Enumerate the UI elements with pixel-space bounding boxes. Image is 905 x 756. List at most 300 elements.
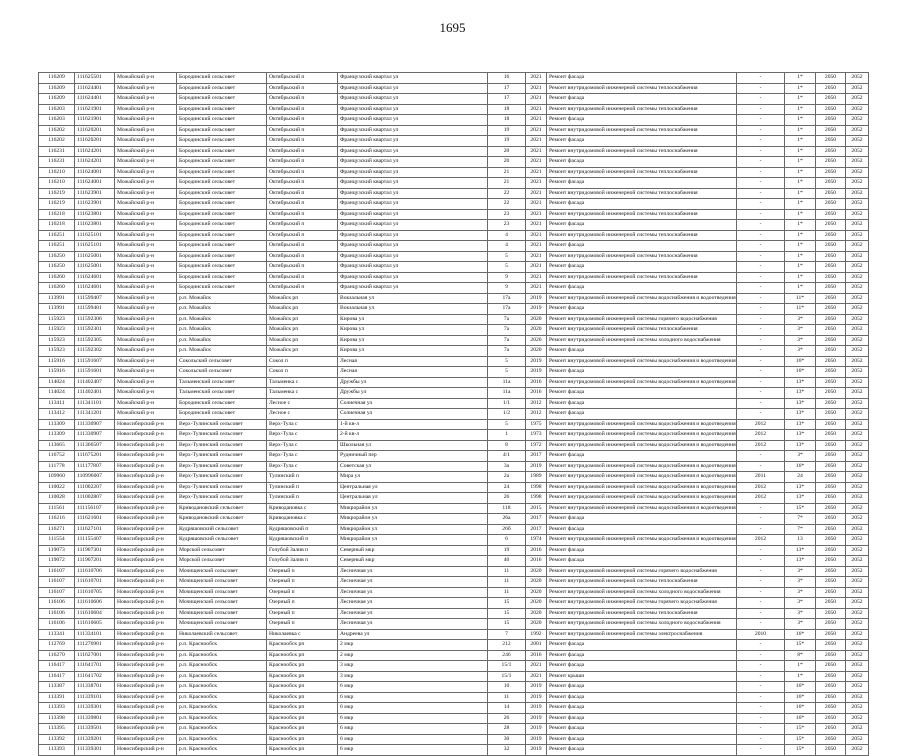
row-number-cell: 116260: [39, 272, 75, 283]
object-code-cell: 111339201: [75, 734, 115, 745]
work-type-cell: Ремонт фасада: [547, 545, 737, 556]
row-number-cell: 111554: [39, 535, 75, 546]
house-number-cell: 7а: [488, 335, 526, 346]
district-cell: Новосибирский р-н: [115, 472, 177, 483]
prior-repair-year-cell: -: [737, 367, 785, 378]
locality-cell: Краснообск рп: [267, 724, 338, 735]
prior-repair-year-cell: -: [737, 661, 785, 672]
prior-repair-year-cell: -: [737, 356, 785, 367]
end-year-cell: 2052: [846, 577, 869, 588]
house-number-cell: 5: [488, 356, 526, 367]
row-number-cell: 113991: [39, 293, 75, 304]
work-type-cell: Ремонт фасада: [547, 724, 737, 735]
street-cell: 6 мкр: [338, 724, 488, 735]
locality-cell: Октябрьский п: [267, 178, 338, 189]
district-cell: Можайский р-н: [115, 251, 177, 262]
street-cell: 6 мкр: [338, 703, 488, 714]
work-type-cell: Ремонт внутридомовой инженерной системы водоснабжения и водоотведения: [547, 419, 737, 430]
settlement-council-cell: Бородинский сельсовет: [177, 230, 267, 241]
start-year-cell: 2050: [816, 125, 846, 136]
locality-cell: Можайск рп: [267, 325, 338, 336]
row-number-cell: 119072: [39, 556, 75, 567]
start-year-cell: 2050: [816, 293, 846, 304]
locality-cell: Октябрьский п: [267, 251, 338, 262]
work-type-cell: Ремонт внутридомовой инженерной системы холодного водоснабжения: [547, 335, 737, 346]
house-number-cell: 24: [488, 482, 526, 493]
house-number-cell: 7: [488, 629, 526, 640]
start-year-cell: 2050: [816, 745, 846, 756]
object-code-cell: 111610705: [75, 587, 115, 598]
work-type-cell: Ремонт внутридомовой инженерной системы горячего водоснабжения: [547, 314, 737, 325]
object-code-cell: 111624401: [75, 83, 115, 94]
year-cell: 2021: [526, 157, 547, 168]
table-row: [39, 734, 869, 745]
locality-cell: Краснообск рп: [267, 640, 338, 651]
row-number-cell: 116417: [39, 661, 75, 672]
object-code-cell: 111610701: [75, 577, 115, 588]
end-year-cell: 2052: [846, 209, 869, 220]
object-code-cell: 111339301: [75, 703, 115, 714]
object-code-cell: 111334101: [75, 629, 115, 640]
district-cell: Новосибирский р-н: [115, 482, 177, 493]
year-cell: 2016: [526, 556, 547, 567]
prior-repair-year-cell: -: [737, 167, 785, 178]
settlement-council-cell: Мочищенский сельсовет: [177, 598, 267, 609]
street-cell: Вокзальная ул: [338, 293, 488, 304]
prior-repair-year-cell: -: [737, 713, 785, 724]
house-number-cell: 26: [488, 713, 526, 724]
start-year-cell: 2050: [816, 157, 846, 168]
start-year-cell: 2050: [816, 577, 846, 588]
street-cell: Лесная: [338, 367, 488, 378]
house-number-cell: 21: [488, 167, 526, 178]
object-code-cell: 111624001: [75, 178, 115, 189]
priority-cell: 13*: [785, 430, 816, 441]
street-cell: Французский квартал ул: [338, 136, 488, 147]
settlement-council-cell: р.п. Краснообск: [177, 650, 267, 661]
row-number-cell: 116210: [39, 167, 75, 178]
house-number-cell: 16: [488, 73, 526, 84]
prior-repair-year-cell: 2012: [737, 419, 785, 430]
priority-cell: 16*: [785, 367, 816, 378]
row-number-cell: 113412: [39, 409, 75, 420]
table-row: [39, 640, 869, 651]
start-year-cell: 2050: [816, 146, 846, 157]
start-year-cell: 2050: [816, 398, 846, 409]
year-cell: 2021: [526, 83, 547, 94]
row-number-cell: 113411: [39, 398, 75, 409]
street-cell: Лесничная ул: [338, 566, 488, 577]
object-code-cell: 111624601: [75, 283, 115, 294]
priority-cell: 3*: [785, 577, 816, 588]
district-cell: Можайский р-н: [115, 377, 177, 388]
object-code-cell: 111621901: [75, 104, 115, 115]
street-cell: 6 мкр: [338, 745, 488, 756]
settlement-council-cell: Бородинский сельсовет: [177, 409, 267, 420]
priority-cell: 13*: [785, 377, 816, 388]
house-number-cell: 2а: [488, 472, 526, 483]
row-number-cell: 116231: [39, 146, 75, 157]
end-year-cell: 2052: [846, 451, 869, 462]
district-cell: Можайский р-н: [115, 262, 177, 273]
street-cell: Микрорайон ул: [338, 535, 488, 546]
priority-cell: 13*: [785, 388, 816, 399]
work-type-cell: Ремонт внутридомовой инженерной системы теплоснабжения: [547, 188, 737, 199]
priority-cell: 15*: [785, 734, 816, 745]
settlement-council-cell: Бородинский сельсовет: [177, 220, 267, 231]
district-cell: Новосибирский р-н: [115, 419, 177, 430]
start-year-cell: 2050: [816, 713, 846, 724]
house-number-cell: 4/1: [488, 451, 526, 462]
page-number: 1695: [439, 20, 466, 35]
priority-cell: 11*: [785, 293, 816, 304]
object-code-cell: 111366507: [75, 440, 115, 451]
start-year-cell: 2050: [816, 724, 846, 735]
street-cell: Лесничная ул: [338, 619, 488, 630]
district-cell: Можайский р-н: [115, 304, 177, 315]
work-type-cell: Ремонт фасада: [547, 367, 737, 378]
priority-cell: 3*: [785, 314, 816, 325]
table-row: [39, 94, 869, 105]
house-number-cell: 22: [488, 199, 526, 210]
district-cell: Новосибирский р-н: [115, 640, 177, 651]
table-row: [39, 524, 869, 535]
year-cell: 2021: [526, 262, 547, 273]
house-number-cell: 7а: [488, 325, 526, 336]
row-number-cell: 113309: [39, 430, 75, 441]
priority-cell: 1*: [785, 115, 816, 126]
row-number-cell: 116106: [39, 608, 75, 619]
street-cell: Французский квартал ул: [338, 83, 488, 94]
priority-cell: 16*: [785, 713, 816, 724]
year-cell: 2020: [526, 619, 547, 630]
work-type-cell: Ремонт внутридомовой инженерной системы горячего водоснабжения: [547, 566, 737, 577]
street-cell: Французский квартал ул: [338, 241, 488, 252]
locality-cell: Озерный п: [267, 608, 338, 619]
work-type-cell: Ремонт внутридомовой инженерной системы водоснабжения и водоотведения: [547, 440, 737, 451]
year-cell: 2021: [526, 272, 547, 283]
row-number-cell: 113395: [39, 724, 75, 735]
object-code-cell: 111330907: [75, 419, 115, 430]
house-number-cell: 19: [488, 136, 526, 147]
settlement-council-cell: Верх-Тулинский сельсовет: [177, 472, 267, 483]
street-cell: Французский квартал ул: [338, 283, 488, 294]
table-row: [39, 377, 869, 388]
street-cell: 6 мкр: [338, 713, 488, 724]
priority-cell: 16*: [785, 629, 816, 640]
work-type-cell: Ремонт фасада: [547, 73, 737, 84]
work-type-cell: Ремонт внутридомовой инженерной системы водоснабжения и водоотведения: [547, 493, 737, 504]
settlement-council-cell: р.п. Можайск: [177, 314, 267, 325]
settlement-council-cell: р.п. Краснообск: [177, 671, 267, 682]
start-year-cell: 2050: [816, 598, 846, 609]
locality-cell: Можайск рп: [267, 346, 338, 357]
locality-cell: Краснообск рп: [267, 745, 338, 756]
table-row: [39, 146, 869, 157]
table-row: [39, 104, 869, 115]
street-cell: Французский квартал ул: [338, 251, 488, 262]
work-type-cell: Ремонт внутридомовой инженерной системы теплоснабжения: [547, 167, 737, 178]
district-cell: Можайский р-н: [115, 167, 177, 178]
house-number-cell: 1/1: [488, 398, 526, 409]
district-cell: Можайский р-н: [115, 83, 177, 94]
district-cell: Можайский р-н: [115, 356, 177, 367]
table-row: [39, 356, 869, 367]
object-code-cell: 111623901: [75, 188, 115, 199]
street-cell: Кирова ул: [338, 314, 488, 325]
year-cell: 2019: [526, 304, 547, 315]
district-cell: Новосибирский р-н: [115, 545, 177, 556]
table-row: [39, 314, 869, 325]
priority-cell: 11*: [785, 304, 816, 315]
house-number-cell: 14: [488, 703, 526, 714]
house-number-cell: 18: [488, 104, 526, 115]
work-type-cell: Ремонт внутридомовой инженерной системы теплоснабжения: [547, 104, 737, 115]
object-code-cell: 111610606: [75, 598, 115, 609]
district-cell: Можайский р-н: [115, 157, 177, 168]
street-cell: Французский квартал ул: [338, 104, 488, 115]
object-code-cell: 111339501: [75, 724, 115, 735]
table-row: [39, 556, 869, 567]
settlement-council-cell: Бородинский сельсовет: [177, 188, 267, 199]
settlement-council-cell: Мочищенский сельсовет: [177, 566, 267, 577]
end-year-cell: 2052: [846, 188, 869, 199]
year-cell: 1972: [526, 440, 547, 451]
street-cell: Французский квартал ул: [338, 178, 488, 189]
prior-repair-year-cell: -: [737, 293, 785, 304]
start-year-cell: 2050: [816, 272, 846, 283]
row-number-cell: 115923: [39, 325, 75, 336]
table-row: [39, 598, 869, 609]
settlement-council-cell: Бородинский сельсовет: [177, 262, 267, 273]
prior-repair-year-cell: -: [737, 703, 785, 714]
year-cell: 2021: [526, 661, 547, 672]
house-number-cell: 11: [488, 566, 526, 577]
district-cell: Новосибирский р-н: [115, 619, 177, 630]
work-type-cell: Ремонт внутридомовой инженерной системы водоснабжения и водоотведения: [547, 472, 737, 483]
locality-cell: Тальменка с: [267, 377, 338, 388]
prior-repair-year-cell: -: [737, 304, 785, 315]
work-type-cell: Ремонт внутридомовой инженерной системы электроснабжения: [547, 629, 737, 640]
row-number-cell: 116210: [39, 178, 75, 189]
prior-repair-year-cell: -: [737, 682, 785, 693]
year-cell: 2021: [526, 283, 547, 294]
district-cell: Можайский р-н: [115, 125, 177, 136]
row-number-cell: 115923: [39, 314, 75, 325]
row-number-cell: 116107: [39, 566, 75, 577]
end-year-cell: 2052: [846, 503, 869, 514]
object-code-cell: 111625501: [75, 73, 115, 84]
end-year-cell: 2052: [846, 125, 869, 136]
settlement-council-cell: Бородинский сельсовет: [177, 178, 267, 189]
table-row: [39, 251, 869, 262]
street-cell: Французский квартал ул: [338, 230, 488, 241]
prior-repair-year-cell: -: [737, 745, 785, 756]
district-cell: Новосибирский р-н: [115, 598, 177, 609]
priority-cell: 1*: [785, 83, 816, 94]
house-number-cell: 32: [488, 745, 526, 756]
work-type-cell: Ремонт внутридомовой инженерной системы теплоснабжения: [547, 83, 737, 94]
prior-repair-year-cell: -: [737, 671, 785, 682]
district-cell: Новосибирский р-н: [115, 661, 177, 672]
street-cell: Микрорайон ул: [338, 503, 488, 514]
street-cell: Вокзальная ул: [338, 304, 488, 315]
street-cell: Дружбы ул: [338, 388, 488, 399]
work-type-cell: Ремонт фасада: [547, 262, 737, 273]
row-number-cell: 116107: [39, 577, 75, 588]
row-number-cell: 116107: [39, 587, 75, 598]
object-code-cell: 111625001: [75, 262, 115, 273]
work-type-cell: Ремонт фасада: [547, 199, 737, 210]
prior-repair-year-cell: -: [737, 104, 785, 115]
object-code-cell: 111338701: [75, 682, 115, 693]
table-row: [39, 388, 869, 399]
table-row: [39, 167, 869, 178]
end-year-cell: 2052: [846, 713, 869, 724]
end-year-cell: 2052: [846, 367, 869, 378]
row-number-cell: 113398: [39, 713, 75, 724]
house-number-cell: 11: [488, 587, 526, 598]
street-cell: Мира ул: [338, 472, 488, 483]
settlement-council-cell: Бородинский сельсовет: [177, 136, 267, 147]
end-year-cell: 2052: [846, 440, 869, 451]
row-number-cell: 119073: [39, 545, 75, 556]
house-number-cell: 26а: [488, 514, 526, 525]
street-cell: 2 мкр: [338, 640, 488, 651]
table-row: [39, 430, 869, 441]
house-number-cell: 11: [488, 692, 526, 703]
row-number-cell: 116106: [39, 619, 75, 630]
table-row: [39, 230, 869, 241]
prior-repair-year-cell: -: [737, 619, 785, 630]
object-code-cell: 111402407: [75, 377, 115, 388]
start-year-cell: 2050: [816, 367, 846, 378]
locality-cell: Краснообск рп: [267, 661, 338, 672]
end-year-cell: 2052: [846, 587, 869, 598]
object-code-cell: 111339101: [75, 692, 115, 703]
end-year-cell: 2052: [846, 650, 869, 661]
end-year-cell: 2052: [846, 220, 869, 231]
settlement-council-cell: р.п. Краснообск: [177, 661, 267, 672]
start-year-cell: 2050: [816, 566, 846, 577]
start-year-cell: 2050: [816, 188, 846, 199]
street-cell: Андреева ул: [338, 629, 488, 640]
priority-cell: 1*: [785, 283, 816, 294]
settlement-council-cell: Сокольский сельсовет: [177, 356, 267, 367]
end-year-cell: 2052: [846, 388, 869, 399]
start-year-cell: 2050: [816, 377, 846, 388]
row-number-cell: 113393: [39, 745, 75, 756]
prior-repair-year-cell: -: [737, 272, 785, 283]
house-number-cell: 11: [488, 577, 526, 588]
year-cell: 2021: [526, 94, 547, 105]
house-number-cell: 3а: [488, 461, 526, 472]
street-cell: 2-й кв-л: [338, 430, 488, 441]
table-row: [39, 346, 869, 357]
prior-repair-year-cell: -: [737, 724, 785, 735]
table-row: [39, 514, 869, 525]
object-code-cell: 111621901: [75, 115, 115, 126]
end-year-cell: 2052: [846, 104, 869, 115]
row-number-cell: 110028: [39, 493, 75, 504]
row-number-cell: 112769: [39, 640, 75, 651]
settlement-council-cell: Бородинский сельсовет: [177, 157, 267, 168]
year-cell: 1989: [526, 472, 547, 483]
settlement-council-cell: Мочищенский сельсовет: [177, 608, 267, 619]
settlement-council-cell: р.п. Можайск: [177, 325, 267, 336]
year-cell: 2021: [526, 73, 547, 84]
prior-repair-year-cell: 2012: [737, 535, 785, 546]
row-number-cell: 113393: [39, 703, 75, 714]
work-type-cell: Ремонт фасада: [547, 283, 737, 294]
street-cell: Французский квартал ул: [338, 146, 488, 157]
row-number-cell: 115916: [39, 367, 75, 378]
table-row: [39, 671, 869, 682]
street-cell: Микрорайон ул: [338, 514, 488, 525]
priority-cell: 1*: [785, 241, 816, 252]
street-cell: Центральная ул: [338, 493, 488, 504]
priority-cell: 3*: [785, 587, 816, 598]
start-year-cell: 2050: [816, 283, 846, 294]
prior-repair-year-cell: -: [737, 692, 785, 703]
year-cell: 2019: [526, 734, 547, 745]
street-cell: Французский квартал ул: [338, 157, 488, 168]
object-code-cell: 111339801: [75, 713, 115, 724]
prior-repair-year-cell: -: [737, 209, 785, 220]
object-code-cell: 111641702: [75, 671, 115, 682]
row-number-cell: 116752: [39, 451, 75, 462]
priority-cell: 7*: [785, 524, 816, 535]
work-type-cell: Ремонт крыши: [547, 671, 737, 682]
priority-cell: 13*: [785, 482, 816, 493]
work-type-cell: Ремонт фасада: [547, 713, 737, 724]
district-cell: Новосибирский р-н: [115, 724, 177, 735]
start-year-cell: 2050: [816, 73, 846, 84]
house-number-cell: 15/1: [488, 661, 526, 672]
district-cell: Новосибирский р-н: [115, 440, 177, 451]
table-row: [39, 461, 869, 472]
end-year-cell: 2052: [846, 619, 869, 630]
settlement-council-cell: Морской сельсовет: [177, 556, 267, 567]
locality-cell: Октябрьский п: [267, 241, 338, 252]
start-year-cell: 2050: [816, 104, 846, 115]
locality-cell: Октябрьский п: [267, 167, 338, 178]
start-year-cell: 2050: [816, 136, 846, 147]
year-cell: 2016: [526, 388, 547, 399]
locality-cell: Октябрьский п: [267, 262, 338, 273]
table-row: [39, 440, 869, 451]
street-cell: Французский квартал ул: [338, 199, 488, 210]
work-type-cell: Ремонт фасада: [547, 178, 737, 189]
table-row: [39, 398, 869, 409]
year-cell: 2001: [526, 640, 547, 651]
end-year-cell: 2052: [846, 83, 869, 94]
locality-cell: Октябрьский п: [267, 104, 338, 115]
district-cell: Можайский р-н: [115, 409, 177, 420]
end-year-cell: 2052: [846, 514, 869, 525]
start-year-cell: 2050: [816, 230, 846, 241]
settlement-council-cell: р.п. Краснообск: [177, 713, 267, 724]
street-cell: Советская ул: [338, 461, 488, 472]
start-year-cell: 2050: [816, 682, 846, 693]
table-row: [39, 493, 869, 504]
year-cell: 2020: [526, 325, 547, 336]
object-code-cell: 111341101: [75, 398, 115, 409]
end-year-cell: 2052: [846, 262, 869, 273]
prior-repair-year-cell: -: [737, 451, 785, 462]
end-year-cell: 2052: [846, 293, 869, 304]
street-cell: Лесничная ул: [338, 577, 488, 588]
